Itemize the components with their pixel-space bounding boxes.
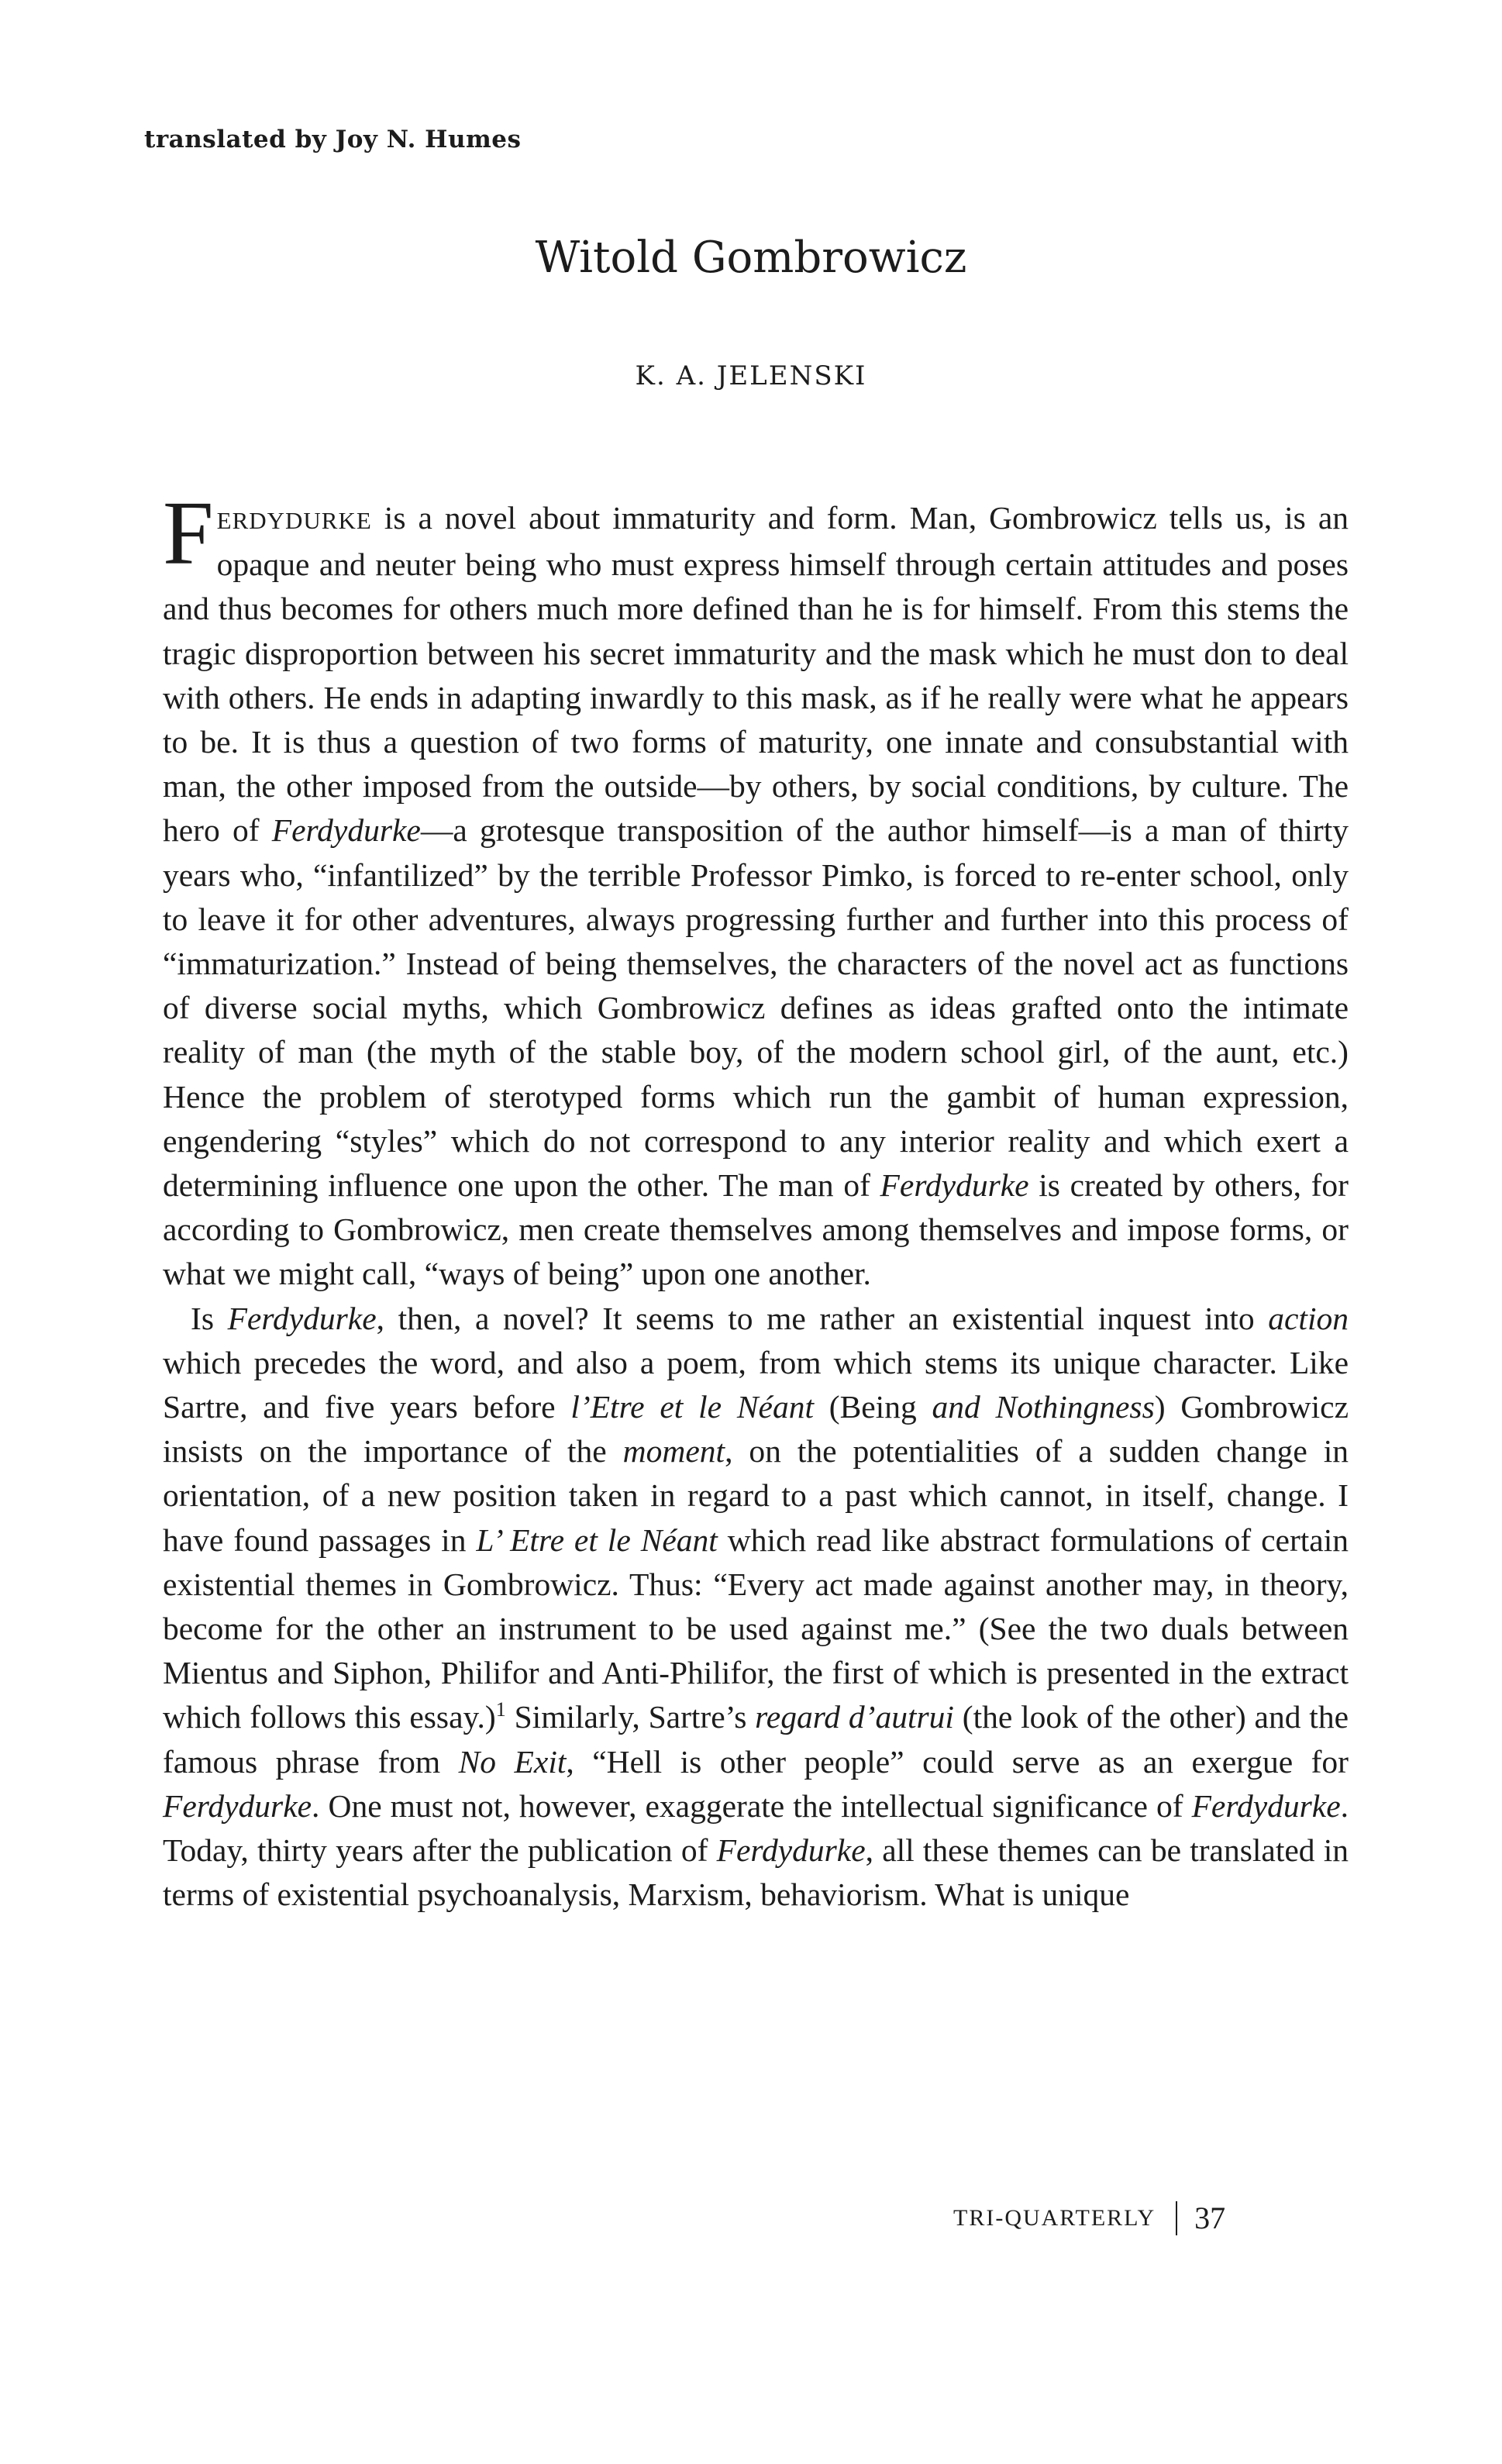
text-span: which precedes the word, and also a poem, from which stems its unique character. Like Sartre, and five years before xyxy=(163,1344,1349,1425)
text-span: , all these themes can be translated in terms of existential psychoanalysis, Marxism, behaviorism. What is unique xyxy=(163,1832,1349,1913)
translator-credit: translated by Joy N. Humes xyxy=(144,126,522,153)
lead-smallcaps: ERDYDURKE xyxy=(216,507,372,534)
text-span: , on the potentialities of a sudden change in orientation, of a new position taken in regard to a past which cannot, in itself, change. I have found passages in xyxy=(163,1433,1349,1558)
italic-title: Ferdydurke xyxy=(716,1832,866,1869)
text-span: . One must not, however, exaggerate the intellectual significance of xyxy=(312,1787,1192,1824)
text-span: is created by others, for according to Gombrowicz, men create themselves among themselves and impose forms, or what we might call, “ways of being” upon one another. xyxy=(163,1167,1349,1292)
text-span: , “Hell is other people” could serve as an exergue for xyxy=(566,1743,1349,1780)
drop-cap: F xyxy=(163,482,214,584)
italic-title: Ferdydurke xyxy=(271,812,421,849)
text-span: which read like abstract formulations of certain existential themes in Gombrowicz. Thus: “Every act made against another may, in theory, become for the other an instrument to be used against me.” (See the two duals between Mientus and Siphon, Philifor and Anti-Philifor, the first of which is presented in the extract which follows this essay.) xyxy=(163,1521,1349,1735)
article-title: Witold Gombrowicz xyxy=(535,233,967,283)
italic-title: Ferdydurke xyxy=(1191,1787,1341,1824)
text-span: Similarly, Sartre’s xyxy=(505,1699,756,1735)
italic-phrase: regard d’autrui xyxy=(755,1699,954,1735)
article-body xyxy=(163,482,1349,1918)
text-span: . Today, thirty years after the publication of xyxy=(163,1787,1349,1869)
text-span: (the look of the other) and the famous phrase from xyxy=(163,1699,1349,1780)
text-span: is a novel about immaturity and form. Man, Gombrowicz tells us, is an opaque and neuter being who must express himself through certain attitudes and poses and thus becomes for others much more defined than he is for himself. From this stems the tragic disproportion between his secret immaturity and the mask which he must don to deal with others. He ends in adapting inwardly to this mask, as if he really were what he appears to be. It is thus a question of two forms of maturity, one innate and consubstantial with man, the other imposed from the outside—by others, by social conditions, by culture. The hero of xyxy=(163,500,1349,849)
italic-title: L’ Etre et le Néant xyxy=(476,1521,718,1558)
footnote-marker: 1 xyxy=(495,1698,506,1721)
italic-title: and Nothingness xyxy=(932,1389,1155,1425)
paragraph-1 xyxy=(163,482,1349,1297)
italic-title: l’Etre et le Néant xyxy=(570,1389,814,1425)
italic-title: No Exit xyxy=(458,1743,567,1780)
italic-title: Ferdydurke xyxy=(227,1300,377,1336)
italic-title: Ferdydurke xyxy=(163,1787,312,1824)
footer-divider xyxy=(1176,2201,1177,2235)
page-number: 37 xyxy=(1194,2200,1226,2235)
text-span: —a grotesque transposition of the author himself—is a man of thirty years who, “infantilized” by the terrible Professor Pimko, is forced to re-enter school, only to leave it for other adventures, always progressing further and further into this process of “immaturization.” Instead of being themselves, the characters of the novel act as functions of diverse social myths, which Gombrowicz defines as ideas grafted onto the intimate reality of man (the myth of the stable boy, of the modern school girl, of the aunt, etc.) Hence the problem of sterotyped forms which run the gambit of human expression, engendering “styles” which do not correspond to any interior reality and which exert a determining influence one upon the other. The man of xyxy=(163,812,1349,1204)
text-span: , then, a novel? It seems to me rather an existential inquest into xyxy=(376,1300,1269,1336)
text-span: Is xyxy=(191,1300,228,1336)
page-footer xyxy=(953,2200,1225,2236)
italic-emphasis: moment xyxy=(622,1433,725,1470)
journal-name: TRI-QUARTERLY xyxy=(953,2204,1156,2231)
italic-title: Ferdydurke xyxy=(880,1167,1029,1204)
paragraph-2 xyxy=(163,1297,1349,1918)
text-span: ) Gombrowicz insists on the importance of the xyxy=(163,1389,1349,1470)
article-author: K. A. JELENSKI xyxy=(635,360,867,391)
text-span: (Being xyxy=(813,1389,932,1425)
italic-emphasis: action xyxy=(1268,1300,1349,1336)
